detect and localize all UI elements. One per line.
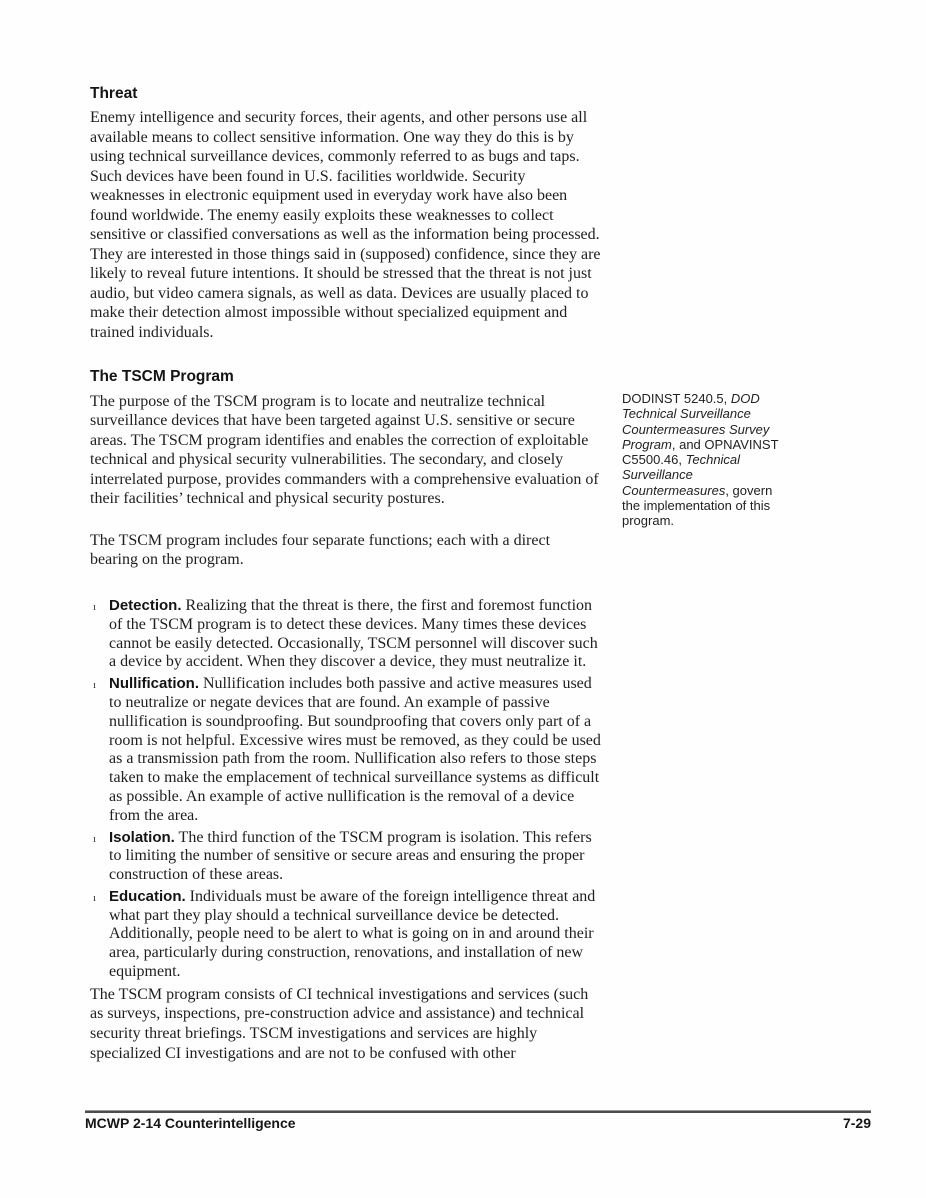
paragraph-tscm-purpose: The purpose of the TSCM program is to locate and neutralize technical surveillance devices that have been targeted against U.S. sensitive or secure areas. The TSCM program identifies and enables the correction of exploitable technical and physical security vulnerabilities. The secondary, and closely interrelated purpose, provides commanders with a comprehensive evaluation of their facilities’ technical and physical security postures. xyxy=(90,392,599,508)
paragraph-tscm-closing: The TSCM program consists of CI technical investigations and services (such as surveys, inspections, pre-construction advice and assistance) and technical security threat briefings. TSCM investigations and services are highly specialized CI investigations and are not to be confused with other xyxy=(90,985,589,1062)
paragraph-threat-body: Enemy intelligence and security forces, their agents, and other persons use all available means to collect sensitive information. One way they do this is by using technical surveillance devices, commonly referred to as bugs and taps. Such devices have been found in U.S. facilities worldwide. Security weaknesses in electronic equipment used in everyday work have also been found worldwide. The enemy easily exploits these weaknesses to collect sensitive or classified conversations as well as the information being processed. They are interested in those things said in (supposed) confidence, since they are likely to reveal future intentions. It should be stressed that the threat is not just audio, but video camera signals, as well as data. Devices are usually placed to make their detection almost impossible without specialized equipment and trained individuals. xyxy=(90,109,601,342)
list-item-education xyxy=(90,888,601,982)
bullet-icon: ı xyxy=(93,679,97,692)
footer-document-title: MCWP 2-14 Counterintelligence xyxy=(85,1115,296,1131)
paragraph-tscm-functions-intro: The TSCM program includes four separate functions; each with a direct bearing on the program. xyxy=(90,531,551,569)
tscm-functions-list xyxy=(90,597,601,982)
list-item-isolation xyxy=(90,829,601,885)
list-item-text: Detection. Realizing that the threat is there, the first and foremost function of the TSCM program is to detect these devices. Many times these devices cannot be easily detected. Occasionally, TSCM personnel will discover such a device by accident. When they discover a device, they must neutralize it. xyxy=(109,596,598,671)
bullet-icon: ı xyxy=(93,600,97,613)
list-item-nullification xyxy=(90,675,601,825)
margin-note-governing-directives: DODINST 5240.5, DOD Technical Surveillance Countermeasures Survey Program, and OPNAVINST C5500.46, Technical Surveillance Countermeasures, govern the implementation of this program. xyxy=(622,391,779,529)
list-item-text: Nullification. Nullification includes both passive and active measures used to neutralize or negate devices that are found. An example of passive nullification is soundproofing. But soundproofing that covers only part of a room is not helpful. Excessive wires must be removed, as they could be used as a transmission path from the room. Nullification also refers to those steps taken to make the emplacement of technical surveillance systems as difficult as possible. An example of active nullification is the removal of a device from the area. xyxy=(109,675,601,824)
footer-page-number: 7-29 xyxy=(842,1115,871,1131)
list-item-text: Education. Individuals must be aware of the foreign intelligence threat and what part they play should a technical surveillance device be detected. Additionally, people need to be alert to what is going on in and around their area, particularly during construction, renovations, and installation of new equipment. xyxy=(109,887,596,981)
list-item-detection xyxy=(90,597,601,672)
body-column xyxy=(90,85,601,1063)
footer-rule xyxy=(85,1110,871,1113)
bullet-icon: ı xyxy=(93,891,97,904)
bullet-icon: ı xyxy=(93,832,97,845)
list-item-text: Isolation. The third function of the TSCM program is isolation. This refers to limiting the number of sensitive or secure areas and ensuring the proper construction of these areas. xyxy=(109,828,592,884)
heading-threat: Threat xyxy=(90,85,138,102)
heading-the-tscm-program: The TSCM Program xyxy=(90,367,234,385)
